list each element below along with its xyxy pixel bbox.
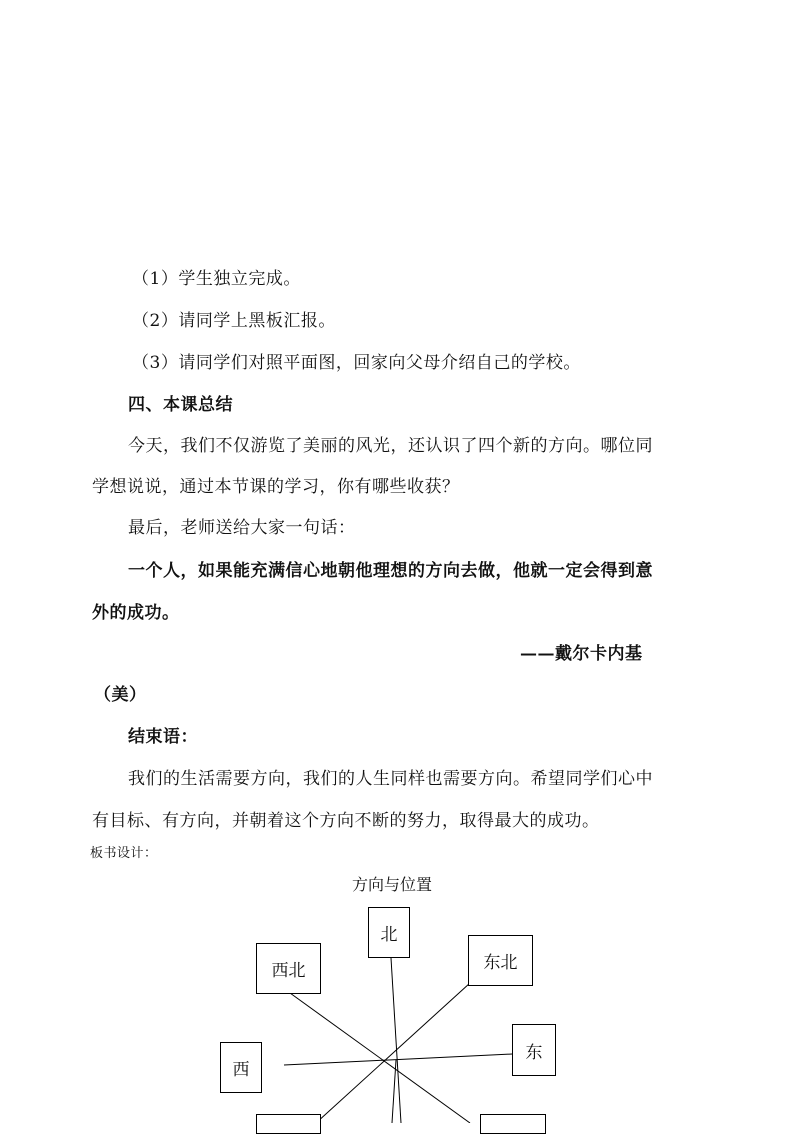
board-design-label: 板书设计： bbox=[90, 846, 158, 861]
quote-line: 一个人，如果能充满信心地朝他理想的方向去做，他就一定会得到意 bbox=[128, 561, 653, 581]
quote-line: 外的成功。 bbox=[92, 603, 180, 623]
direction-box-north: 北 bbox=[368, 907, 410, 958]
section-heading: 四、本课总结 bbox=[128, 395, 233, 415]
closing-line: 我们的生活需要方向，我们的人生同样也需要方向。希望同学们心中 bbox=[128, 769, 653, 789]
direction-box-southeast bbox=[480, 1114, 546, 1134]
paragraph-line: 学想说说，通过本节课的学习，你有哪些收获？ bbox=[92, 477, 460, 497]
direction-box-northwest: 西北 bbox=[256, 943, 321, 994]
step-3: （3）请同学们对照平面图，回家向父母介绍自己的学校。 bbox=[132, 353, 581, 373]
direction-box-southwest bbox=[256, 1114, 321, 1134]
direction-box-east: 东 bbox=[512, 1024, 556, 1076]
closing-heading: 结束语： bbox=[128, 727, 198, 747]
intro-line: 最后，老师送给大家一句话： bbox=[128, 518, 356, 538]
ray-north-south bbox=[391, 958, 401, 1123]
direction-box-northeast: 东北 bbox=[468, 935, 533, 986]
paragraph-line: 今天，我们不仅游览了美丽的风光，还认识了四个新的方向。哪位同 bbox=[128, 436, 653, 456]
closing-line: 有目标、有方向，并朝着这个方向不断的努力，取得最大的成功。 bbox=[92, 811, 600, 831]
ray-east-west bbox=[284, 1054, 512, 1065]
direction-box-west: 西 bbox=[220, 1042, 262, 1093]
step-2: （2）请同学上黑板汇报。 bbox=[132, 311, 336, 331]
author-origin: （美） bbox=[94, 685, 147, 705]
ray-northwest bbox=[290, 993, 470, 1123]
ray-south bbox=[392, 1060, 396, 1123]
step-1: （1）学生独立完成。 bbox=[132, 269, 301, 289]
quote-author: ——戴尔卡内基 bbox=[520, 644, 643, 664]
diagram-title: 方向与位置 bbox=[352, 875, 433, 894]
